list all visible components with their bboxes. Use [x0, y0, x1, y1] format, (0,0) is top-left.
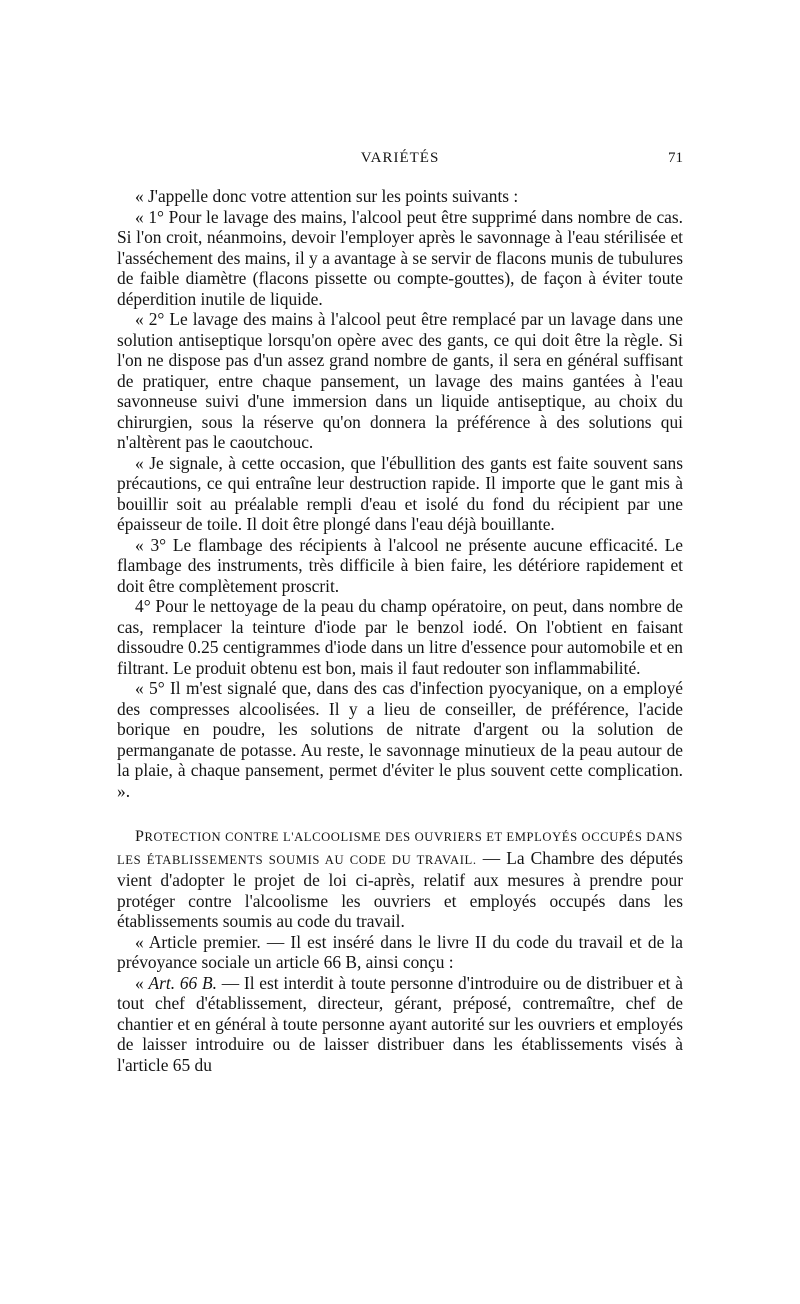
paragraph-point-4: 4° Pour le nettoyage de la peau du champ opératoire, on peut, dans nombre de cas, remplacer la teinture d'iode par le benzol iodé. On l'obtient en faisant dissoudre 0.25 centigrammes d'iode dans un litre d'essence pour automobile et en filtrant. Le produit obtenu est bon, mais il faut redouter son inflammabilité. — [117, 596, 683, 678]
page-number: 71 — [668, 150, 683, 166]
paragraph-point-1: « 1° Pour le lavage des mains, l'alcool peut être supprimé dans nombre de cas. Si l'on croit, néanmoins, devoir l'employer après le savonnage à l'eau stérilisée et l'asséchement des mains, il y a avantage à se servir de flacons munis de tubulures de faible diamètre (flacons pissette ou compte-gouttes), de façon à éviter toute déperdition inutile de liquide. — [117, 206, 683, 309]
article-open-quote: « — [135, 972, 149, 993]
page-header — [117, 150, 683, 178]
article-label: Art. 66 B. — [148, 972, 217, 993]
paragraph-gloves: « Je signale, à cette occasion, que l'ébullition des gants est faite souvent sans précautions, ce qui entraîne leur destruction rapide. Il importe que le gant mis à bouillir soit au préalable rempli d'eau et isolé du fond du récipient par une épaisseur de toile. Il doit être plongé dans l'eau déjà bouillante. — [117, 452, 683, 534]
article-text: — Il est interdit à toute personne d'introduire ou de distribuer et à tout chef d'établissement, directeur, gérant, préposé, contremaître, chef de chantier et en général à toute personne ayant autorité sur les ouvriers et employés de laisser introduire ou de laisser distribuer dans les établissements visés à l'article 65 du — [117, 972, 683, 1075]
section-gap — [117, 801, 683, 825]
paragraph-point-2: « 2° Le lavage des mains à l'alcool peut être remplacé par un lavage dans une solution antiseptique lorsqu'on opère avec des gants, ce qui doit être la règle. Si l'on ne dispose pas d'un assez grand nombre de gants, il sera en général suffisant de pratiquer, entre chaque pansement, un lavage des mains gantées à l'eau savonneuse suivi d'une immersion dans un liquide antiseptique, au choix du chirurgien, sous la réserve qu'on donnera la préférence à des solutions qui n'altèrent pas le caoutchouc. — [117, 309, 683, 452]
section-heading-initial: P — [135, 828, 145, 845]
section-heading-paragraph — [117, 825, 683, 932]
paragraph-intro: « J'appelle donc votre attention sur les points suivants : — [135, 186, 519, 206]
paragraph-point-3: « 3° Le flambage des récipients à l'alcool ne présente aucune efficacité. Le flambage des instruments, très difficile à bien faire, les détériore rapidement et doit être complètement proscrit. — [117, 534, 683, 596]
section-heading: ROTECTION CONTRE L'ALCOOLISME DES OUVRIERS ET EMPLOYÉS OCCUPÉS DANS LES ÉTABLISSEMENTS SOUMIS AU CODE DU TRAVAIL. — [117, 830, 683, 867]
paragraph-point-5: « 5° Il m'est signalé que, dans des cas d'infection pyocyanique, on a employé des compresses alcoolisées. Il y a lieu de conseiller, de préférence, l'acide borique en poudre, les solutions de nitrate d'argent ou la solution de permanganate de potasse. Au reste, le savonnage minutieux de la peau autour de la plaie, à chaque pansement, permet d'éviter le plus souvent cette complication. ». — [117, 678, 683, 801]
section-heading-text: — La Chambre des députés vient d'adopter le projet de loi ci-après, relatif aux mesures à prendre pour protéger contre l'alcoolisme les ouvriers et employés occupés dans les établissements soumis au code du travail. — [117, 847, 683, 931]
running-title: VARIÉTÉS — [360, 150, 440, 166]
article-intro: « Article premier. — Il est inséré dans le livre II du code du travail et de la prévoyance sociale un article 66 B, ainsi conçu : — [117, 931, 683, 972]
article-66b — [117, 973, 683, 1076]
book-page — [117, 150, 683, 1075]
